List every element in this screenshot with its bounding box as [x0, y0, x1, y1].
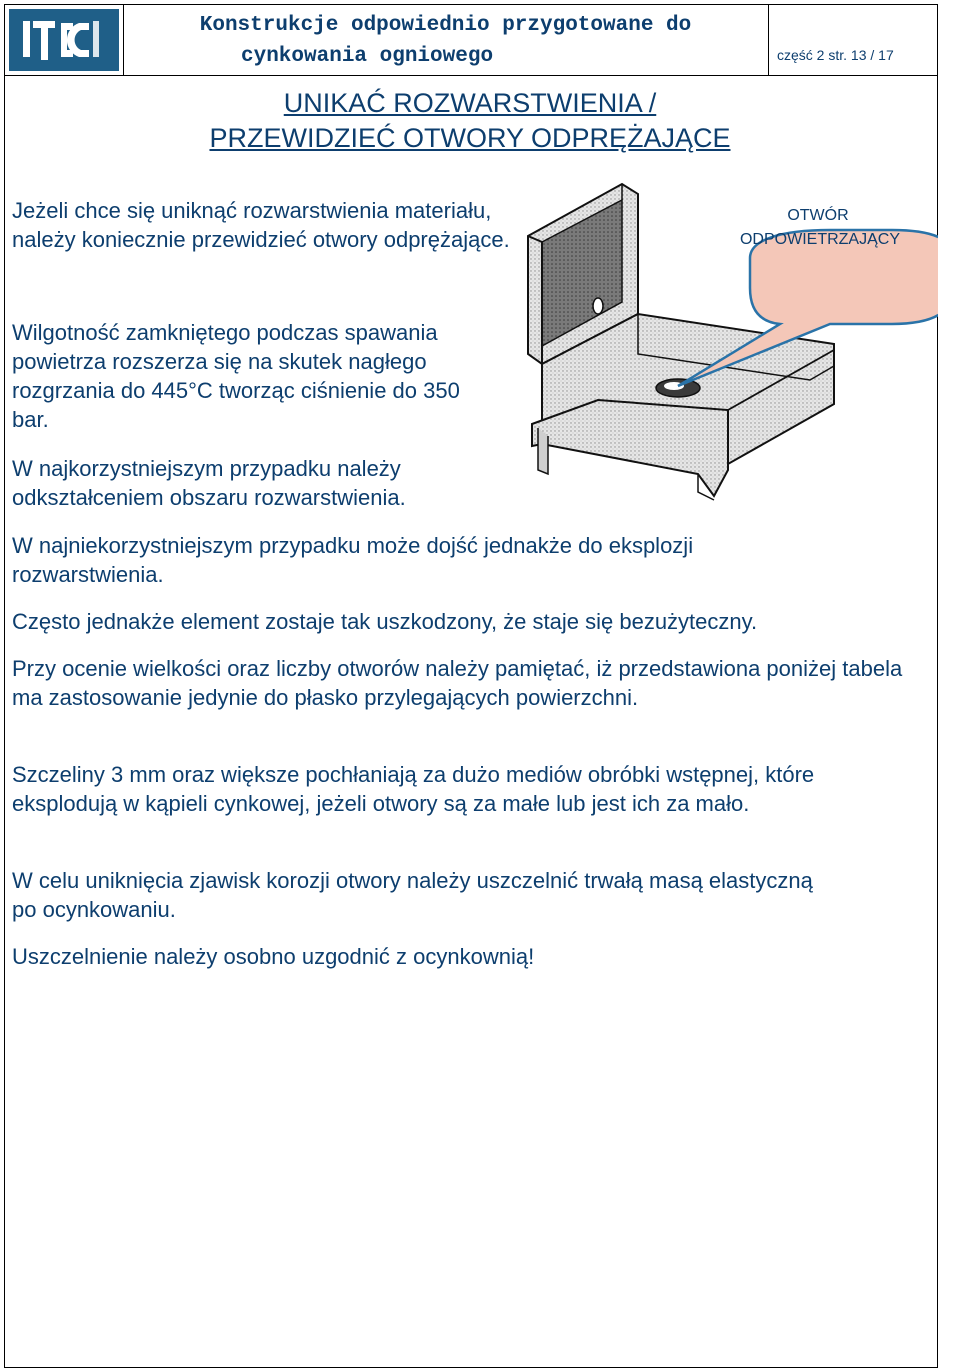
weld-illustration [518, 174, 938, 510]
callout-line-2: ODPOWIETRZAJĄCY [739, 231, 901, 248]
paragraph-5: Często jednakże element zostaje tak uszkodzony, że staje się bezużyteczny. [12, 609, 758, 634]
heading-line-1: UNIKAĆ ROZWARSTWIENIA / [283, 88, 657, 118]
paragraph-7: Szczeliny 3 mm oraz większe pochłaniają za dużo mediów obróbki wstępnej, które eksplodują w kąpieli cynkowej, jeżeli otwory są za małe lub jest ich za mało. [12, 762, 815, 816]
paragraph-4: W najniekorzystniejszym przypadku może dojść jednakże do eksplozji rozwarstwienia. [12, 533, 694, 587]
paragraph-3: W najkorzystniejszym przypadku należy odkształceniem obszaru rozwarstwienia. [12, 456, 406, 510]
steel-profile-drawing [518, 174, 938, 510]
heading-line-2: PRZEWIDZIEĆ OTWORY ODPRĘŻAJĄCE [209, 123, 731, 153]
title-line-2: cynkowania ogniowego [241, 45, 494, 68]
paragraph-9: Uszczelnienie należy osobno uzgodnić z ocynkownią! [12, 944, 535, 969]
page-info-cell [768, 5, 938, 75]
title-line-1: Konstrukcje odpowiednio przygotowane do [199, 14, 692, 37]
callout-line-1: OTWÓR [787, 207, 849, 224]
section-heading [150, 86, 790, 156]
logo-mark-icon [9, 9, 119, 71]
document-title [123, 5, 768, 75]
paragraph-6: Przy ocenie wielkości oraz liczby otworów należy pamiętać, iż przedstawiona poniżej tabela ma zastosowanie jedynie do płasko przylegających powierzchni. [12, 656, 903, 710]
paragraph-2: Wilgotność zamkniętego podczas spawania powietrza rozszerza się na skutek nagłego rozgrzania do 445°C tworząc ciśnienie do 350 bar. [12, 320, 460, 432]
page-number: część 2 str. 13 / 17 [777, 47, 894, 63]
paragraph-1: Jeżeli chce się uniknąć rozwarstwienia materiału, należy koniecznie przewidzieć otwory odprężające. [12, 198, 510, 252]
logo-cell [5, 5, 124, 75]
company-logo [9, 9, 119, 71]
page-header [5, 5, 937, 76]
paragraph-8: W celu uniknięcia zjawisk korozji otwory należy uszczelnić trwałą masą elastyczną po ocynkowaniu. [12, 868, 813, 922]
